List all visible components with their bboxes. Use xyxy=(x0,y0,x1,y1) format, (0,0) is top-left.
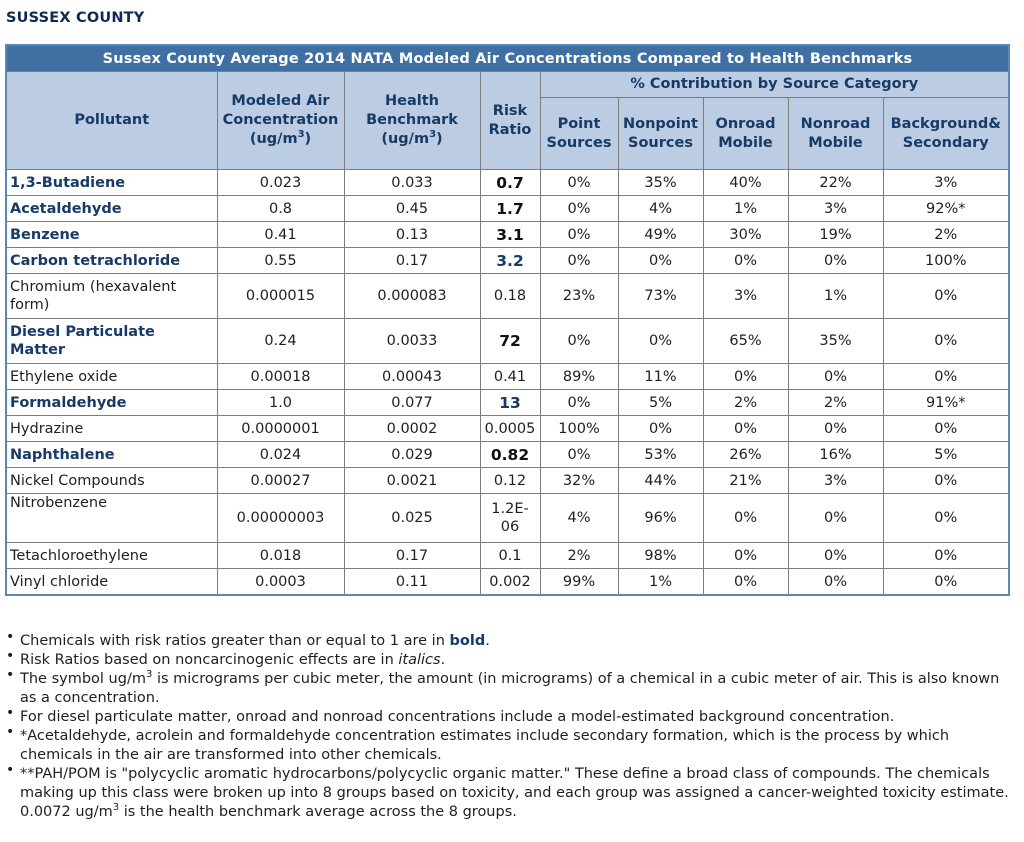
nonpoint-cell: 0% xyxy=(618,416,703,442)
nonroad-cell: 35% xyxy=(788,319,883,364)
bullet-icon: • xyxy=(6,667,15,683)
onroad-cell: 1% xyxy=(703,196,788,222)
header-risk-ratio: Risk Ratio xyxy=(480,72,540,170)
benchmark-cell: 0.13 xyxy=(344,222,480,248)
county-heading: SUSSEX COUNTY xyxy=(6,10,145,26)
bullet-icon: • xyxy=(6,705,15,721)
concentration-cell: 0.00027 xyxy=(217,468,344,494)
benchmark-cell: 0.17 xyxy=(344,543,480,569)
pollutant-cell: Hydrazine xyxy=(6,416,217,442)
onroad-cell: 0% xyxy=(703,494,788,543)
table-row xyxy=(6,274,1009,319)
concentration-cell: 0.000015 xyxy=(217,274,344,319)
background-cell: 5% xyxy=(883,442,1009,468)
nonroad-cell: 0% xyxy=(788,364,883,390)
point-cell: 23% xyxy=(540,274,618,319)
concentration-cell: 0.0000001 xyxy=(217,416,344,442)
bullet-icon: • xyxy=(6,629,15,645)
header-concentration-unit: $(ug/m^3)$ xyxy=(249,129,312,147)
nonroad-cell: 0% xyxy=(788,543,883,569)
onroad-cell: 30% xyxy=(703,222,788,248)
point-cell: 4% xyxy=(540,494,618,543)
nata-table xyxy=(5,44,1010,596)
onroad-cell: 0% xyxy=(703,248,788,274)
background-cell: 0% xyxy=(883,274,1009,319)
note-italics-explanation: • Risk Ratios based on noncarcinogenic effects are in italics. xyxy=(6,648,446,668)
nonpoint-cell: 49% xyxy=(618,222,703,248)
table-row xyxy=(6,468,1009,494)
pollutant-cell: Carbon tetrachloride xyxy=(6,248,217,274)
note-pah-pom: • **PAH/POM is "polycyclic aromatic hydrocarbons/polycyclic organic matter." These define a broad class of compounds. The chemicals making up this class were broken up into 8 groups based on toxicity, and each group was assigned a cancer-weighted toxicity estimate. 0.0072 $ug/m^3$ is the health benchmark average across the 8 groups. xyxy=(6,762,1009,820)
header-pollutant: Pollutant xyxy=(6,72,217,170)
note-bold-explanation: • Chemicals with risk ratios greater than or equal to 1 are in bold. xyxy=(6,629,490,649)
point-cell: 99% xyxy=(540,569,618,596)
concentration-cell: 1.0 xyxy=(217,390,344,416)
table-row xyxy=(6,222,1009,248)
background-cell: 92%* xyxy=(883,196,1009,222)
concentration-cell: 0.00018 xyxy=(217,364,344,390)
nonpoint-cell: 1% xyxy=(618,569,703,596)
table-row xyxy=(6,248,1009,274)
concentration-cell: 0.024 xyxy=(217,442,344,468)
benchmark-cell: 0.00043 xyxy=(344,364,480,390)
table-row xyxy=(6,170,1009,196)
risk-ratio-cell: 0.0005 xyxy=(480,416,540,442)
benchmark-cell: 0.025 xyxy=(344,494,480,543)
header-background-secondary: Background& Secondary xyxy=(883,98,1009,170)
pollutant-cell: Nitrobenzene xyxy=(6,494,217,543)
nonpoint-cell: 11% xyxy=(618,364,703,390)
nonpoint-cell: 35% xyxy=(618,170,703,196)
benchmark-cell: 0.000083 xyxy=(344,274,480,319)
table-row xyxy=(6,196,1009,222)
note-diesel: • For diesel particulate matter, onroad and nonroad concentrations include a model-estimated background concentration. xyxy=(6,705,895,725)
concentration-cell: 0.41 xyxy=(217,222,344,248)
table-row xyxy=(6,494,1009,543)
table-row xyxy=(6,543,1009,569)
pollutant-cell: 1,3-Butadiene xyxy=(6,170,217,196)
onroad-cell: 0% xyxy=(703,543,788,569)
header-concentration-line2: Concentration xyxy=(222,112,339,128)
notes-list xyxy=(6,629,1016,822)
risk-ratio-cell: 0.18 xyxy=(480,274,540,319)
nonpoint-cell: 0% xyxy=(618,248,703,274)
header-benchmark-unit: $(ug/m^3)$ xyxy=(381,129,443,147)
benchmark-cell: 0.45 xyxy=(344,196,480,222)
bullet-icon: • xyxy=(6,648,15,664)
risk-ratio-cell: 3.1 xyxy=(480,222,540,248)
risk-ratio-cell: 13 xyxy=(480,390,540,416)
pollutant-cell: Chromium (hexavalent form) xyxy=(6,274,217,319)
benchmark-cell: 0.077 xyxy=(344,390,480,416)
onroad-cell: 0% xyxy=(703,569,788,596)
pollutant-cell: Ethylene oxide xyxy=(6,364,217,390)
bullet-icon: • xyxy=(6,762,15,778)
table-row xyxy=(6,416,1009,442)
nonpoint-cell: 96% xyxy=(618,494,703,543)
nonroad-cell: 0% xyxy=(788,248,883,274)
nonroad-cell: 3% xyxy=(788,196,883,222)
pollutant-cell: Tetachloroethylene xyxy=(6,543,217,569)
nonroad-cell: 0% xyxy=(788,494,883,543)
header-benchmark xyxy=(344,72,480,170)
bullet-icon: • xyxy=(6,724,15,740)
risk-ratio-cell: 72 xyxy=(480,319,540,364)
benchmark-cell: 0.0002 xyxy=(344,416,480,442)
concentration-cell: 0.0003 xyxy=(217,569,344,596)
benchmark-cell: 0.029 xyxy=(344,442,480,468)
background-cell: 2% xyxy=(883,222,1009,248)
concentration-cell: 0.023 xyxy=(217,170,344,196)
note-secondary-formation: • *Acetaldehyde, acrolein and formaldehyde concentration estimates include secondary formation, which is the process by which chemicals in the air are transformed into other chemicals. xyxy=(6,724,950,763)
point-cell: 0% xyxy=(540,196,618,222)
benchmark-cell: 0.033 xyxy=(344,170,480,196)
pollutant-cell: Nickel Compounds xyxy=(6,468,217,494)
onroad-cell: 3% xyxy=(703,274,788,319)
background-cell: 0% xyxy=(883,468,1009,494)
concentration-cell: 0.55 xyxy=(217,248,344,274)
risk-ratio-cell: 1.7 xyxy=(480,196,540,222)
point-cell: 100% xyxy=(540,416,618,442)
table-row xyxy=(6,390,1009,416)
onroad-cell: 21% xyxy=(703,468,788,494)
risk-ratio-cell: 0.002 xyxy=(480,569,540,596)
risk-ratio-cell: 0.1 xyxy=(480,543,540,569)
header-contribution-group: % Contribution by Source Category xyxy=(540,72,1009,98)
benchmark-cell: 0.17 xyxy=(344,248,480,274)
concentration-cell: 0.00000003 xyxy=(217,494,344,543)
background-cell: 0% xyxy=(883,494,1009,543)
header-onroad-mobile: Onroad Mobile xyxy=(703,98,788,170)
background-cell: 3% xyxy=(883,170,1009,196)
nonroad-cell: 22% xyxy=(788,170,883,196)
table-row xyxy=(6,569,1009,596)
point-cell: 0% xyxy=(540,319,618,364)
nonpoint-cell: 5% xyxy=(618,390,703,416)
background-cell: 0% xyxy=(883,543,1009,569)
header-concentration xyxy=(217,72,344,170)
pollutant-cell: Benzene xyxy=(6,222,217,248)
onroad-cell: 0% xyxy=(703,416,788,442)
benchmark-cell: 0.0033 xyxy=(344,319,480,364)
onroad-cell: 26% xyxy=(703,442,788,468)
nonpoint-cell: 0% xyxy=(618,319,703,364)
point-cell: 32% xyxy=(540,468,618,494)
table-row xyxy=(6,364,1009,390)
point-cell: 0% xyxy=(540,390,618,416)
pollutant-cell: Vinyl chloride xyxy=(6,569,217,596)
background-cell: 0% xyxy=(883,416,1009,442)
nonroad-cell: 16% xyxy=(788,442,883,468)
nonroad-cell: 0% xyxy=(788,569,883,596)
point-cell: 0% xyxy=(540,248,618,274)
header-nonroad-mobile: Nonroad Mobile xyxy=(788,98,883,170)
risk-ratio-cell: 0.7 xyxy=(480,170,540,196)
background-cell: 0% xyxy=(883,569,1009,596)
background-cell: 100% xyxy=(883,248,1009,274)
header-point-sources: Point Sources xyxy=(540,98,618,170)
pollutant-cell: Formaldehyde xyxy=(6,390,217,416)
onroad-cell: 0% xyxy=(703,364,788,390)
concentration-cell: 0.018 xyxy=(217,543,344,569)
onroad-cell: 2% xyxy=(703,390,788,416)
risk-ratio-cell: 3.2 xyxy=(480,248,540,274)
nonpoint-cell: 98% xyxy=(618,543,703,569)
pollutant-cell: Acetaldehyde xyxy=(6,196,217,222)
point-cell: 0% xyxy=(540,222,618,248)
pollutant-cell: Diesel Particulate Matter xyxy=(6,319,217,364)
nonpoint-cell: 53% xyxy=(618,442,703,468)
onroad-cell: 65% xyxy=(703,319,788,364)
table-row xyxy=(6,319,1009,364)
nonroad-cell: 0% xyxy=(788,416,883,442)
risk-ratio-cell: 0.12 xyxy=(480,468,540,494)
point-cell: 2% xyxy=(540,543,618,569)
concentration-cell: 0.24 xyxy=(217,319,344,364)
header-benchmark-line2: Benchmark xyxy=(366,112,458,128)
nonroad-cell: 1% xyxy=(788,274,883,319)
background-cell: 0% xyxy=(883,319,1009,364)
benchmark-cell: 0.0021 xyxy=(344,468,480,494)
nonroad-cell: 2% xyxy=(788,390,883,416)
nonpoint-cell: 4% xyxy=(618,196,703,222)
nonroad-cell: 3% xyxy=(788,468,883,494)
concentration-cell: 0.8 xyxy=(217,196,344,222)
nonpoint-cell: 44% xyxy=(618,468,703,494)
nonpoint-cell: 73% xyxy=(618,274,703,319)
point-cell: 89% xyxy=(540,364,618,390)
table-row xyxy=(6,442,1009,468)
background-cell: 91%* xyxy=(883,390,1009,416)
background-cell: 0% xyxy=(883,364,1009,390)
risk-ratio-cell: 1.2E-06 xyxy=(480,494,540,543)
point-cell: 0% xyxy=(540,170,618,196)
note-units-explanation: • The symbol $ug/m^3$ is micrograms per cubic meter, the amount (in micrograms) of a chemical in a cubic meter of air. This is also known as a concentration. xyxy=(6,667,1000,706)
header-benchmark-line1: Health xyxy=(385,93,439,109)
header-concentration-line1: Modeled Air xyxy=(231,93,330,109)
nonroad-cell: 19% xyxy=(788,222,883,248)
table-title: Sussex County Average 2014 NATA Modeled Air Concentrations Compared to Health Benchmarks xyxy=(6,45,1009,72)
point-cell: 0% xyxy=(540,442,618,468)
risk-ratio-cell: 0.82 xyxy=(480,442,540,468)
benchmark-cell: 0.11 xyxy=(344,569,480,596)
onroad-cell: 40% xyxy=(703,170,788,196)
header-nonpoint-sources: Nonpoint Sources xyxy=(618,98,703,170)
pollutant-cell: Naphthalene xyxy=(6,442,217,468)
risk-ratio-cell: 0.41 xyxy=(480,364,540,390)
